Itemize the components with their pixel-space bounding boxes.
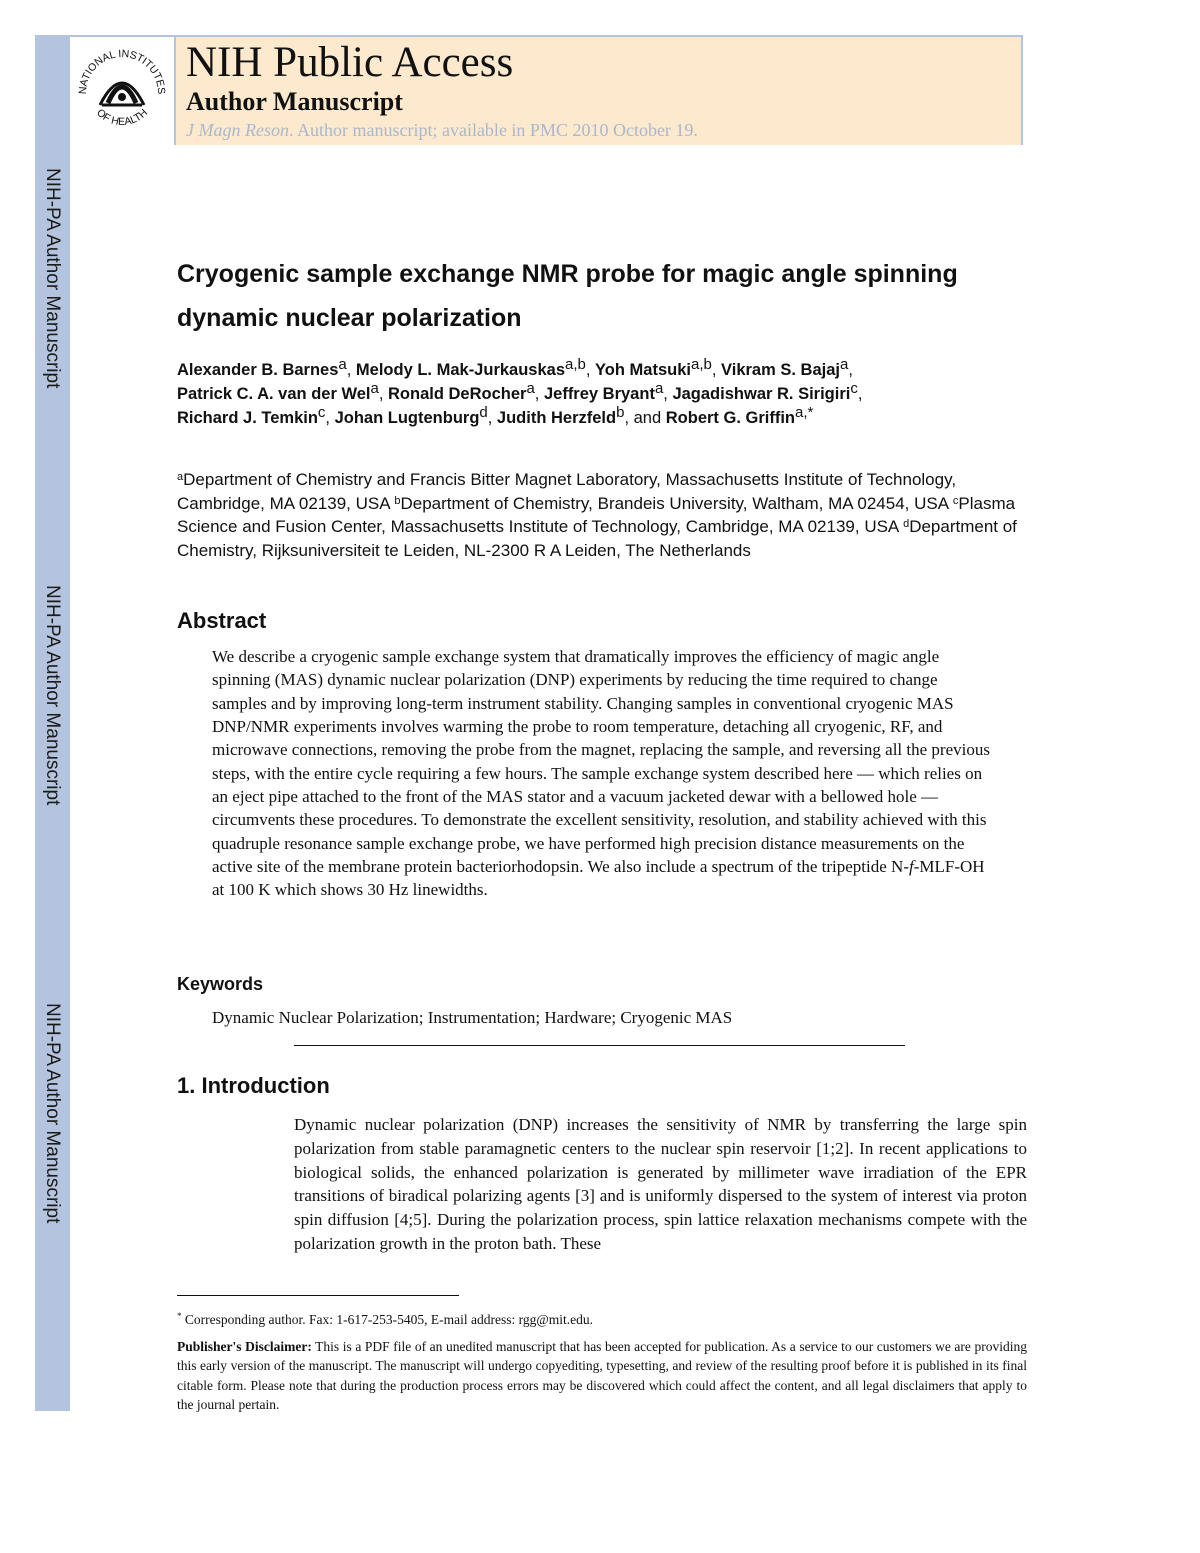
svg-text:OF HEALTH bbox=[94, 107, 150, 128]
author-name: Ronald DeRocher bbox=[388, 385, 527, 403]
paper-title-line: dynamic nuclear polarization bbox=[177, 304, 522, 332]
author-item bbox=[177, 380, 389, 403]
author-name: Johan Lugtenburg bbox=[334, 409, 480, 427]
nih-logo-icon bbox=[72, 41, 172, 141]
availability-text: . Author manuscript; available in PMC 2010 October 19. bbox=[288, 120, 698, 140]
affiliation-sup: b bbox=[394, 494, 401, 507]
author-item bbox=[355, 356, 596, 379]
affiliation-text: Department of Chemistry, Rijksuniversiteit te Leiden, NL-2300 R A Leiden, The Netherlands bbox=[177, 517, 1017, 561]
author-item bbox=[496, 404, 666, 427]
author-separator: , bbox=[487, 409, 497, 427]
sidebar-label: NIH-PA Author Manuscript bbox=[42, 585, 63, 806]
keywords-list: Dynamic Nuclear Polarization; Instrumentation; Hardware; Cryogenic MAS bbox=[212, 1008, 733, 1027]
sidebar-label: NIH-PA Author Manuscript bbox=[42, 1003, 63, 1224]
author-name: Patrick C. A. van der Wel bbox=[177, 385, 371, 403]
affiliation-sup: d bbox=[903, 518, 910, 531]
paper-title-line: Cryogenic sample exchange NMR probe for magic angle spinning bbox=[177, 260, 958, 288]
author-name: Judith Herzfeld bbox=[496, 409, 617, 427]
author-name: Alexander B. Barnes bbox=[177, 361, 339, 379]
sidebar-label: NIH-PA Author Manuscript bbox=[42, 168, 63, 389]
abstract-text: We describe a cryogenic sample exchange system that dramatically improves the efficiency of magic angle spinning (MAS) dynamic nuclear polarization (DNP) experiments by reducing the time required to change samples and by improving long-term instrument stability. Changing samples in conventional cryogenic MAS DNP/NMR experiments involves warming the probe to room temperature, detaching all cryogenic, RF, and microwave connections, removing the probe from the magnet, replacing the sample, and reversing all the previous steps, with the entire cycle requiring a few hours. The sample exchange system described here — which relies on an eject pipe attached to the front of the MAS stator and a vacuum jacketed dewar with a bellowed hole — circumvents these procedures. To demonstrate the excellent sensitivity, resolution, and stability achieved with this quadruple resonance sample exchange probe, we have performed high precision distance measurements on the active site of the membrane protein bacteriorhodopsin. We also include a spectrum of the tripeptide N- bbox=[212, 647, 990, 877]
author-affil-sup: a bbox=[526, 380, 535, 397]
corresponding-footnote bbox=[177, 1311, 1027, 1328]
footnote-mark: * bbox=[177, 1311, 182, 1321]
author-item bbox=[388, 380, 544, 403]
publisher-disclaimer bbox=[177, 1337, 1027, 1414]
author-name: Vikram S. Bajaj bbox=[721, 361, 840, 379]
author-affil-sup: a bbox=[338, 356, 347, 373]
section-divider bbox=[294, 1045, 905, 1046]
author-name: Yoh Matsuki bbox=[595, 361, 691, 379]
author-affil-sup: c bbox=[850, 380, 858, 397]
author-item bbox=[665, 404, 814, 427]
author-item bbox=[543, 380, 673, 403]
author-name: Jagadishwar R. Sirigiri bbox=[672, 385, 851, 403]
author-item bbox=[672, 380, 863, 403]
header-title-panel bbox=[176, 37, 1021, 145]
author-name: Melody L. Mak-Jurkauskas bbox=[355, 361, 565, 379]
journal-name: J Magn Reson bbox=[186, 120, 289, 140]
author-affil-sup: a bbox=[654, 380, 664, 397]
author-affil-sup: b bbox=[616, 404, 625, 421]
author-separator: , bbox=[857, 385, 863, 403]
sidebar-band bbox=[35, 35, 70, 1411]
author-separator: , and bbox=[624, 409, 666, 427]
header-title: NIH Public Access bbox=[186, 39, 514, 86]
keywords-heading: Keywords bbox=[177, 974, 264, 994]
author-separator: , bbox=[711, 361, 722, 379]
nih-logo bbox=[70, 37, 176, 145]
footnote-rule bbox=[177, 1295, 459, 1296]
author-separator: , bbox=[534, 385, 544, 403]
abstract-italic: f bbox=[908, 857, 914, 877]
disclaimer-text: This is a PDF file of an unedited manuscript that has been accepted for publication. As a service to our customers we are providing this early version of the manuscript. The manuscript will undergo copyediting, typesetting, and review of the resulting proof before it is published in its final citable form. Please note that during the production process errors may be discovered which could affect the content, and all legal disclaimers that apply to the journal pertain. bbox=[177, 1339, 1027, 1412]
author-separator: , bbox=[663, 385, 673, 403]
author-list bbox=[177, 358, 1037, 430]
author-affil-sup: a,* bbox=[795, 404, 814, 421]
author-separator: , bbox=[346, 361, 356, 379]
header-subtitle: Author Manuscript bbox=[186, 87, 403, 116]
author-affil-sup: c bbox=[317, 404, 326, 421]
author-item bbox=[177, 404, 335, 427]
logo-text-top: NATIONAL INSTITUTES bbox=[76, 47, 168, 95]
paper-title bbox=[177, 252, 1037, 340]
author-item bbox=[721, 356, 853, 379]
author-separator: , bbox=[325, 409, 335, 427]
author-name: Robert G. Griffin bbox=[665, 409, 795, 427]
intro-heading: 1. Introduction bbox=[177, 1073, 330, 1098]
abstract-body bbox=[212, 645, 992, 902]
author-name: Jeffrey Bryant bbox=[543, 385, 655, 403]
footnote-text: Corresponding author. Fax: 1-617-253-5405, E-mail address: rgg@mit.edu. bbox=[184, 1312, 593, 1327]
header-journal-line bbox=[186, 119, 698, 141]
author-affil-sup: a bbox=[839, 356, 849, 373]
author-item bbox=[334, 404, 497, 427]
logo-text-bottom: OF HEALTH bbox=[94, 106, 150, 129]
affiliation-text: Plasma Science and Fusion Center, Massachusetts Institute of Technology, Cambridge, MA 02139, USA bbox=[177, 493, 1016, 537]
author-separator: , bbox=[585, 361, 596, 379]
author-separator: , bbox=[848, 361, 853, 379]
author-item bbox=[177, 356, 356, 379]
affiliation-text: Department of Chemistry, Brandeis University, Waltham, MA 02454, USA bbox=[400, 493, 953, 513]
abstract-text-end: -MLF-OH at 100 K which shows 30 Hz linewidths. bbox=[212, 857, 985, 900]
nih-header bbox=[70, 35, 1023, 145]
author-item bbox=[595, 356, 722, 379]
author-name: Richard J. Temkin bbox=[177, 409, 318, 427]
affiliation-text: Department of Chemistry and Francis Bitter Magnet Laboratory, Massachusetts Institute of Technology, Cambridge, MA 02139, USA bbox=[177, 470, 957, 513]
author-affil-sup: a bbox=[370, 380, 379, 397]
affiliations bbox=[177, 468, 1037, 563]
author-separator: , bbox=[378, 385, 389, 403]
abstract-heading: Abstract bbox=[177, 608, 267, 633]
author-affil-sup: a,b bbox=[691, 356, 712, 373]
author-affil-sup: a,b bbox=[565, 356, 586, 373]
author-affil-sup: d bbox=[479, 404, 488, 421]
affiliation-sup: a bbox=[177, 471, 184, 483]
intro-body: Dynamic nuclear polarization (DNP) increases the sensitivity of NMR by transferring the large spin polarization from stable paramagnetic centers to the nuclear spin reservoir [1;2]. In recent applications to biological solids, the enhanced polarization is generated by millimeter wave irradiation of the EPR transitions of biradical polarizing agents [3] and is uniformly dispersed to the system of interest via proton spin diffusion [4;5]. During the polarization process, spin lattice relaxation mechanisms compete with the polarization growth in the proton bath. These bbox=[294, 1115, 1027, 1253]
affiliation-sup: c bbox=[952, 494, 959, 507]
disclaimer-label: Publisher's Disclaimer: bbox=[177, 1339, 312, 1354]
